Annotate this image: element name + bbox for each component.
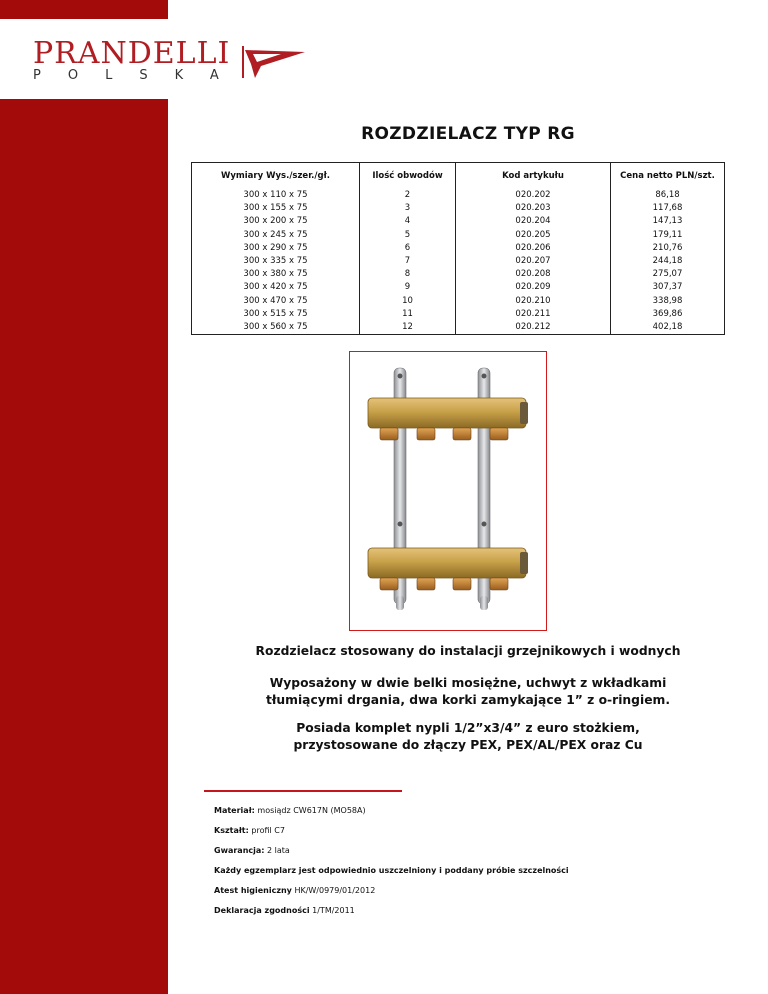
table-cell: 6 [360, 242, 456, 255]
table-cell: 3 [360, 202, 456, 215]
spec-tested: Każdy egzemplarz jest odpowiednio uszczelniony i poddany próbie szczelności [214, 866, 569, 875]
table-row [192, 281, 725, 294]
spec-warranty: Gwarancja: 2 lata [214, 846, 290, 855]
table-cell: 12 [360, 321, 456, 335]
table-cell: 244,18 [611, 255, 725, 268]
table-row [192, 268, 725, 281]
page-title: ROZDZIELACZ TYP RG [361, 124, 575, 144]
table-row [192, 189, 725, 202]
table-cell: 300 x 200 x 75 [192, 215, 360, 228]
top-red-bar [0, 0, 168, 19]
table-row [192, 321, 725, 335]
product-photo [349, 351, 547, 631]
table-cell: 117,68 [611, 202, 725, 215]
table-cell: 020.205 [456, 229, 611, 242]
table-cell: 86,18 [611, 189, 725, 202]
table-cell: 020.206 [456, 242, 611, 255]
logo-subtitle: POLSKA [33, 68, 246, 83]
table-cell: 147,13 [611, 215, 725, 228]
table-cell: 020.207 [456, 255, 611, 268]
table-cell: 4 [360, 215, 456, 228]
spec-material: Materiał: mosiądz CW617N (MO58A) [214, 806, 366, 815]
logo-name: PRANDELLI [33, 36, 231, 71]
table-cell: 2 [360, 189, 456, 202]
table-cell: 11 [360, 308, 456, 321]
table-cell: 020.209 [456, 281, 611, 294]
price-table [191, 162, 725, 335]
left-red-sidebar [0, 99, 168, 994]
table-cell: 020.203 [456, 202, 611, 215]
description-usage: Rozdzielacz stosowany do instalacji grzejnikowych i wodnych [255, 644, 681, 658]
table-cell: 338,98 [611, 295, 725, 308]
table-cell: 300 x 470 x 75 [192, 295, 360, 308]
spec-conformity: Deklaracja zgodności 1/TM/2011 [214, 906, 355, 915]
table-cell: 8 [360, 268, 456, 281]
table-cell: 300 x 245 x 75 [192, 229, 360, 242]
table-header-cell: Wymiary Wys./szer./gł. [192, 163, 360, 190]
description-fittings: Posiada komplet nypli 1/2”x3/4” z euro stożkiem, przystosowane do złączy PEX, PEX/AL/PEX oraz Cu [293, 721, 643, 752]
table-row [192, 255, 725, 268]
table-header-cell: Cena netto PLN/szt. [611, 163, 725, 190]
table-header-row [192, 163, 725, 190]
table-cell: 5 [360, 229, 456, 242]
table-cell: 10 [360, 295, 456, 308]
table-cell: 300 x 515 x 75 [192, 308, 360, 321]
table-row [192, 202, 725, 215]
brand-logo [33, 38, 313, 86]
table-cell: 020.204 [456, 215, 611, 228]
section-divider [204, 790, 402, 792]
spec-shape: Kształt: profil C7 [214, 826, 285, 835]
table-cell: 020.202 [456, 189, 611, 202]
table-header-cell: Ilość obwodów [360, 163, 456, 190]
table-cell: 300 x 380 x 75 [192, 268, 360, 281]
table-cell: 020.210 [456, 295, 611, 308]
spec-hygiene: Atest higieniczny HK/W/0979/01/2012 [214, 886, 376, 895]
table-cell: 275,07 [611, 268, 725, 281]
table-cell: 210,76 [611, 242, 725, 255]
table-header-cell: Kod artykułu [456, 163, 611, 190]
table-row [192, 308, 725, 321]
table-cell: 369,86 [611, 308, 725, 321]
description-equipment: Wyposażony w dwie belki mosiężne, uchwyt z wkładkami tłumiącymi drgania, dwa korki zamykające 1” z o-ringiem. [265, 676, 671, 707]
table-row [192, 242, 725, 255]
table-cell: 307,37 [611, 281, 725, 294]
logo-flag-icon [241, 44, 307, 80]
table-row [192, 215, 725, 228]
table-cell: 020.208 [456, 268, 611, 281]
manifold-illustration [350, 352, 545, 629]
table-cell: 300 x 335 x 75 [192, 255, 360, 268]
specifications [214, 806, 569, 926]
table-row [192, 295, 725, 308]
table-cell: 300 x 420 x 75 [192, 281, 360, 294]
table-cell: 300 x 290 x 75 [192, 242, 360, 255]
table-cell: 300 x 155 x 75 [192, 202, 360, 215]
table-cell: 020.211 [456, 308, 611, 321]
table-cell: 179,11 [611, 229, 725, 242]
table-cell: 9 [360, 281, 456, 294]
table-cell: 020.212 [456, 321, 611, 335]
table-cell: 402,18 [611, 321, 725, 335]
table-row [192, 229, 725, 242]
table-cell: 300 x 560 x 75 [192, 321, 360, 335]
table-cell: 300 x 110 x 75 [192, 189, 360, 202]
table-cell: 7 [360, 255, 456, 268]
